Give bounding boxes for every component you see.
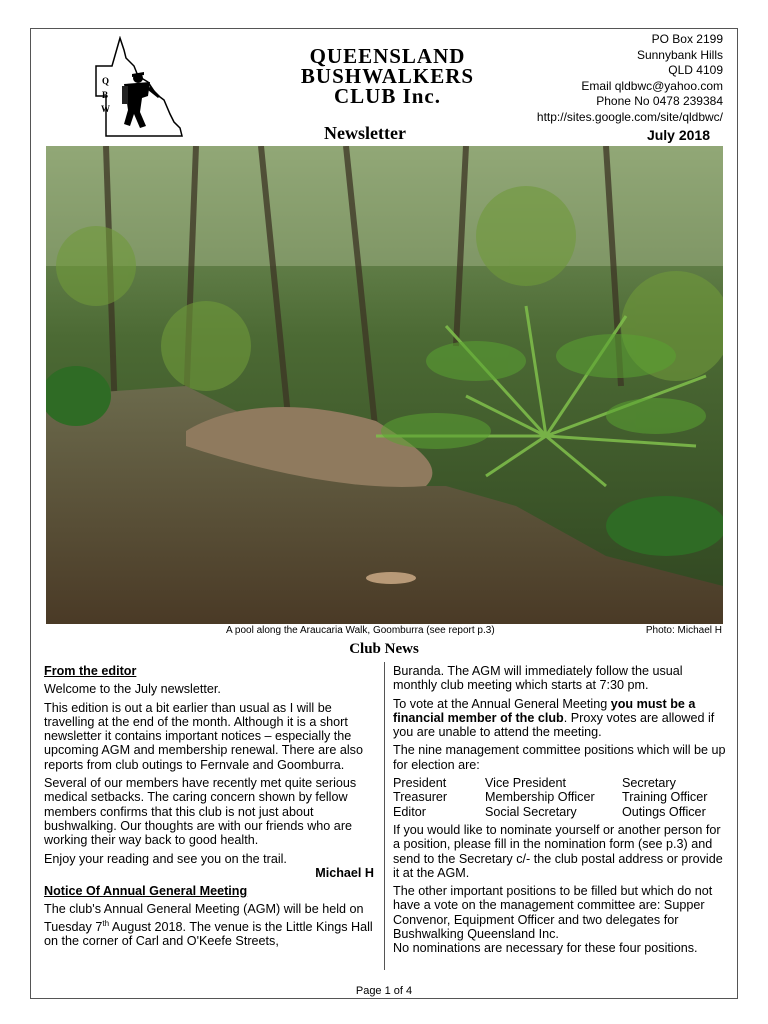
position-item: Social Secretary	[485, 804, 577, 819]
position-item: Treasurer	[393, 790, 448, 805]
photo-credit: Photo: Michael H	[645, 625, 722, 636]
email-link[interactable]: Email qldbwc@yahoo.com	[581, 78, 723, 93]
website-link[interactable]: http://sites.google.com/site/qldbwc/	[536, 109, 723, 124]
agm-paragraph: The club's Annual General Meeting (AGM) will be held on Tuesday 7th August 2018. The venue is the Little Kings Hall on the corner of Carl and O'Keefe Streets,	[44, 902, 373, 949]
editor-paragraph: Welcome to the July newsletter.	[44, 682, 221, 697]
editor-heading: From the editor	[44, 664, 137, 678]
position-item: Vice President	[485, 776, 566, 791]
position-item: Training Officer	[622, 790, 708, 805]
club-title-line: QUEENSLAND	[309, 44, 466, 68]
club-title-line: BUSHWALKERS	[300, 64, 475, 88]
no-nominations-line: No nominations are necessary for these four positions.	[393, 941, 698, 956]
editor-paragraph: This edition is out a bit earlier than usual as I will be travelling at the end of the month. Although it is a short newsletter it contains important notices – especially the upcoming AGM and membership renewal. There are also reports from club outings to Fernvale and Goomburra.	[44, 700, 363, 772]
editor-paragraph: Enjoy your reading and see you on the trail.	[44, 851, 287, 866]
positions-table	[393, 776, 728, 819]
suburb: Sunnybank Hills	[636, 47, 723, 62]
agm-continued: Buranda. The AGM will immediately follow the usual monthly club meeting which starts at 7:30 pm.	[393, 664, 683, 693]
other-positions-paragraph: The other important positions to be filled but which do not have a vote on the management committee are: Supper Convenor, Equipment Officer and two delegates for Bushwalking Queensland Inc.	[393, 884, 713, 942]
column-divider	[384, 662, 385, 970]
club-title-line: CLUB Inc.	[333, 84, 442, 108]
rainforest-photo	[46, 146, 723, 624]
page-number: Page 1 of 4	[355, 985, 413, 997]
editor-paragraph: Several of our members have recently met quite serious medical setbacks. The caring concern shown by fellow members confirms that this club is not just about bushwalking. Our thoughts are with our friends who are working their way back to good health.	[44, 776, 357, 848]
vote-paragraph: To vote at the Annual General Meeting you must be a financial member of the club. Proxy votes are allowed if you are unable to attend the meeting.	[393, 696, 715, 740]
position-item: Secretary	[622, 776, 676, 791]
contact-block	[537, 32, 723, 126]
state-postcode: QLD 4109	[668, 63, 723, 78]
logo-letter-w: W	[101, 104, 110, 114]
club-logo	[94, 36, 184, 140]
po-box: PO Box 2199	[651, 32, 723, 46]
logo-letter-b: B	[102, 90, 109, 100]
photo-caption: A pool along the Araucaria Walk, Goomburra (see report p.3)	[226, 625, 495, 636]
editor-signature: Michael H	[315, 865, 374, 880]
positions-intro: The nine management committee positions which will be up for election are:	[393, 743, 726, 772]
position-item: Editor	[393, 804, 426, 819]
left-column	[44, 664, 374, 953]
position-item: President	[393, 776, 447, 791]
position-item: Outings Officer	[622, 804, 706, 819]
logo-letter-q: Q	[102, 76, 110, 86]
nominate-paragraph: If you would like to nominate yourself or another person for a position, please fill in the nomination form (see p.3) and send to the Secretary c/- the club postal address or provide it at the AGM.	[393, 822, 723, 880]
club-title	[250, 46, 525, 106]
issue-date: July 2018	[646, 127, 710, 143]
right-column	[393, 664, 728, 960]
newsletter-label: Newsletter	[324, 123, 406, 143]
phone-number: Phone No 0478 239384	[596, 94, 723, 109]
position-item: Membership Officer	[485, 790, 595, 805]
section-title: Club News	[349, 641, 419, 657]
agm-heading: Notice Of Annual General Meeting	[44, 884, 248, 899]
